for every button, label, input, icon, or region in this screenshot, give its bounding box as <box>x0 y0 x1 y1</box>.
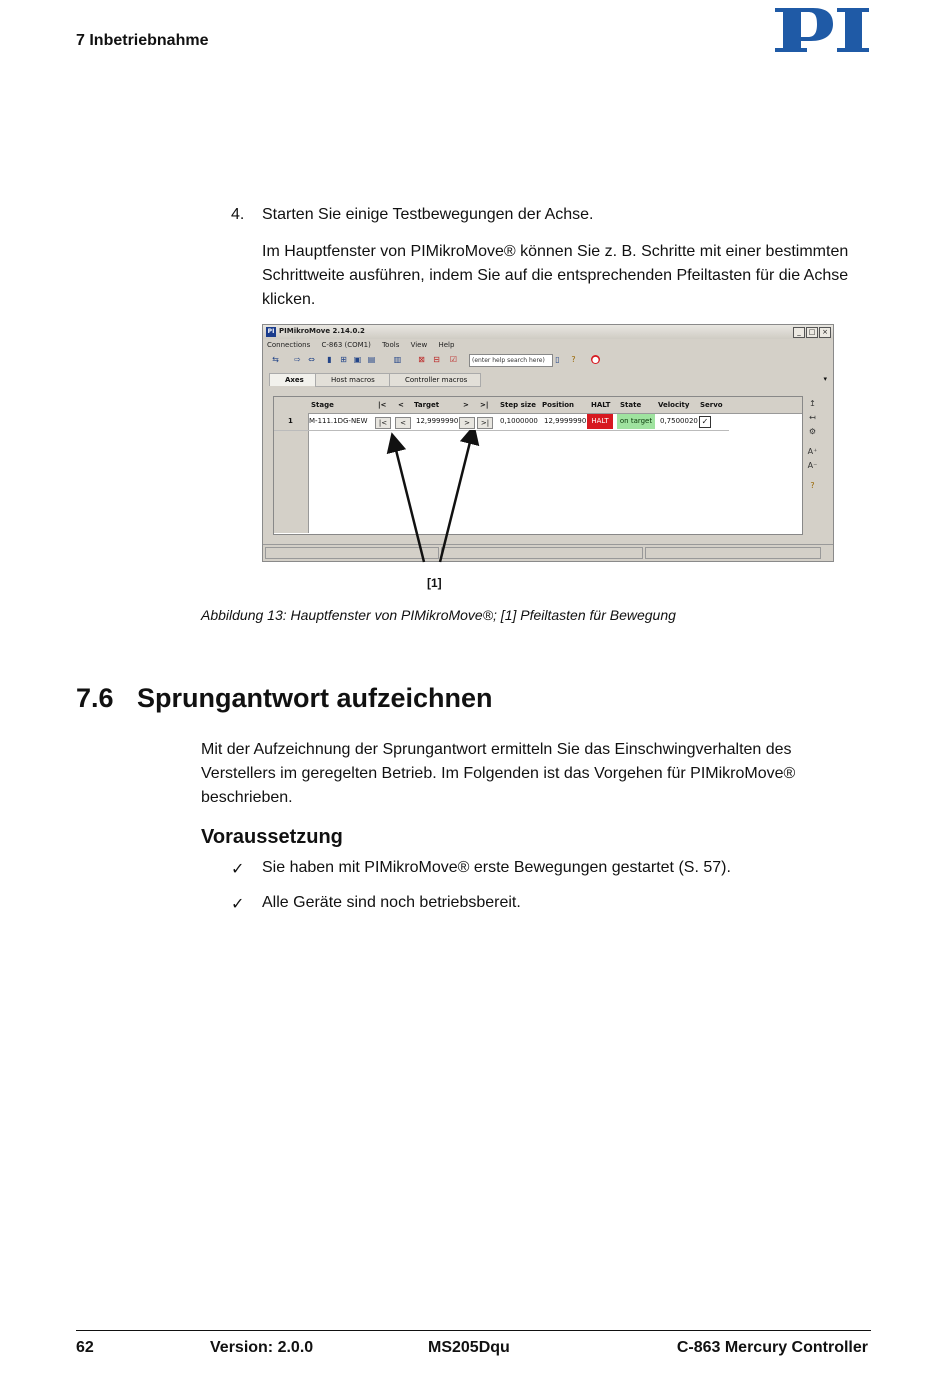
terminal-icon[interactable]: ▣ <box>353 355 362 364</box>
col-prev: < <box>398 401 404 409</box>
checkmark-icon: ✓ <box>231 896 245 913</box>
tab-axes[interactable]: Axes <box>269 373 316 386</box>
target-cell[interactable]: 12,9999990 <box>416 417 459 425</box>
menu-controller[interactable]: C-863 (COM1) <box>321 341 371 349</box>
menu-bar <box>267 341 463 353</box>
stop-axis-icon[interactable]: ▮ <box>327 355 332 364</box>
move-up-icon[interactable]: ↥ <box>809 399 816 408</box>
tab-controller-macros[interactable]: Controller macros <box>389 373 481 387</box>
servo-checkbox[interactable]: ✓ <box>699 416 711 428</box>
move-to-max-button[interactable]: >| <box>477 417 493 429</box>
subheading: Voraussetzung <box>201 826 343 848</box>
page-number: 62 <box>76 1339 94 1356</box>
minimize-icon[interactable]: _ <box>793 327 805 338</box>
section-number: 7.6 <box>76 683 114 713</box>
running-header: 7 Inbetriebnahme <box>76 32 209 49</box>
col-step-size: Step size <box>500 401 536 409</box>
figure-caption: Abbildung 13: Hauptfenster von PIMikroMove®; [1] Pfeiltasten für Bewegung <box>201 607 676 623</box>
row-index: 1 <box>288 417 293 425</box>
footer-rule <box>76 1330 871 1331</box>
stop-icon[interactable]: ● <box>592 355 599 364</box>
window-titlebar <box>263 325 833 339</box>
list-item-text: Sie haben mit PIMikroMove® erste Bewegungen gestartet (S. 57). <box>262 859 731 876</box>
arrow-to-next-button <box>440 434 472 562</box>
step-body: Im Hauptfenster von PIMikroMove® können Sie z. B. Schritte mit einer bestimmten Schrittweite ausführen, indem Sie auf die entsprechenden Pfeiltasten für die Achse klicken. <box>262 243 849 308</box>
print-icon[interactable]: ▥ <box>393 355 402 364</box>
menu-help[interactable]: Help <box>438 341 455 349</box>
col-state: State <box>620 401 642 409</box>
menu-view[interactable]: View <box>410 341 428 349</box>
col-target: Target <box>414 401 440 409</box>
col-velocity: Velocity <box>658 401 690 409</box>
halt-button[interactable]: HALT <box>587 414 613 429</box>
window-title: PIMikroMove 2.14.0.2 <box>279 327 365 335</box>
velocity-cell[interactable]: 0,7500020 <box>660 417 698 425</box>
step-forward-button[interactable]: > <box>459 417 475 429</box>
menu-connections[interactable]: Connections <box>267 341 311 349</box>
grid-icon[interactable]: ⊞ <box>340 355 347 364</box>
help-icon[interactable]: ? <box>571 355 576 364</box>
tab-host-macros[interactable]: Host macros <box>315 373 390 387</box>
font-decrease-icon[interactable]: A⁻ <box>807 461 818 470</box>
move-to-min-button[interactable]: |< <box>375 417 391 429</box>
col-next: > <box>463 401 469 409</box>
save-icon[interactable]: ▤ <box>367 355 376 364</box>
callout-label: [1] <box>427 576 442 590</box>
callout-arrows <box>262 430 832 580</box>
forward-icon[interactable]: ⇨ <box>294 355 301 364</box>
swap-icon[interactable]: ⇔ <box>308 355 315 364</box>
checkmark-icon: ✓ <box>231 861 245 878</box>
chevron-down-icon[interactable]: ▾ <box>823 375 827 383</box>
settings-icon[interactable]: ⚙ <box>808 427 817 436</box>
step-backward-button[interactable]: < <box>395 417 411 429</box>
col-servo: Servo <box>700 401 723 409</box>
toolbar <box>267 354 607 368</box>
stage-cell[interactable]: M-111.1DG-NEW <box>309 417 368 425</box>
maximize-icon[interactable]: □ <box>806 327 818 338</box>
scope-icon[interactable]: ⊠ <box>418 355 425 364</box>
footer-version: Version: 2.0.0 <box>210 1339 314 1356</box>
footer-doc-id: MS205Dqu <box>428 1339 510 1356</box>
grid-header <box>274 397 802 414</box>
check-icon[interactable]: ☑ <box>449 355 458 364</box>
arrow-to-prev-button <box>394 442 424 562</box>
document-icon[interactable]: ▯ <box>555 355 560 364</box>
menu-tools[interactable]: Tools <box>382 341 400 349</box>
section-title: Sprungantwort aufzeichnen <box>137 683 493 713</box>
step-number: 4. <box>231 206 245 223</box>
app-icon: PI <box>267 328 275 335</box>
pi-logo <box>773 4 871 52</box>
col-first: |< <box>378 401 387 409</box>
list-item-text: Alle Geräte sind noch betriebsbereit. <box>262 894 521 911</box>
step-size-cell[interactable]: 0,1000000 <box>500 417 538 425</box>
section-body: Mit der Aufzeichnung der Sprungantwort ermitteln Sie das Einschwingverhalten des Verstellers im geregelten Betrieb. Im Folgenden ist das Vorgehen für PIMikroMove® beschrieben. <box>201 741 796 806</box>
footer-product: C-863 Mercury Controller <box>676 1339 868 1356</box>
arrow-down-icon[interactable]: ⊟ <box>433 355 440 364</box>
move-left-icon[interactable]: ↤ <box>809 413 816 422</box>
state-badge: on target <box>617 414 655 429</box>
col-stage: Stage <box>311 401 334 409</box>
position-cell: 12,9999990 <box>544 417 587 425</box>
col-position: Position <box>542 401 575 409</box>
help-search-input[interactable]: (enter help search here) <box>469 354 553 367</box>
col-last: >| <box>480 401 489 409</box>
connect-icon[interactable]: ⇆ <box>272 355 279 364</box>
font-increase-icon[interactable]: A⁺ <box>807 447 818 456</box>
step-title: Starten Sie einige Testbewegungen der Achse. <box>262 206 594 223</box>
close-icon[interactable]: × <box>819 327 831 338</box>
col-halt: HALT <box>591 401 611 409</box>
help-icon[interactable]: ? <box>810 481 815 490</box>
